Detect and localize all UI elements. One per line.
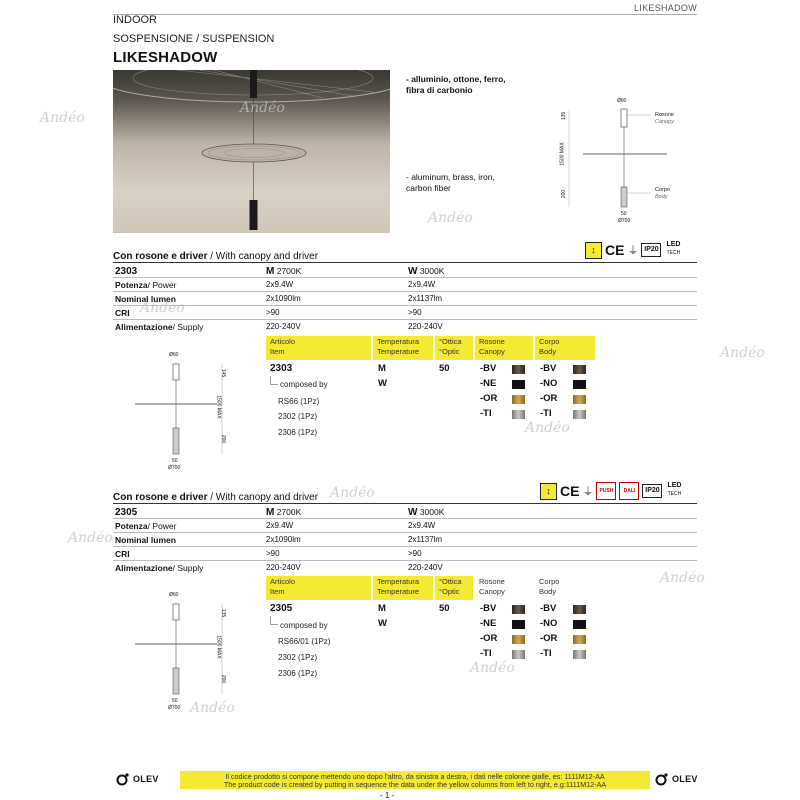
section-divider <box>113 262 697 263</box>
ce-icon: CE <box>605 242 625 258</box>
led-tech-icon: LED TECH <box>667 482 682 497</box>
canopy-code: -TI <box>480 648 492 659</box>
top-divider <box>113 14 697 15</box>
finish-swatch-bv <box>573 365 586 374</box>
section-divider <box>113 503 697 504</box>
olev-logo-left: OLEV <box>116 772 159 786</box>
spec-row-power: Potenza/ Power 2x9.4W 2x9.4W <box>113 519 697 533</box>
finish-swatch-bv <box>512 365 525 374</box>
watermark: Andéo <box>660 570 705 586</box>
body-code: -TI <box>540 648 552 659</box>
spec-row-model: 2305 M 2700K W 3000K <box>113 505 697 519</box>
watermark: Andéo <box>428 210 473 226</box>
footer-note-it: Il codice prodotto si compone mettendo uno dopo l'altro, da sinistra a destra, i dati nelle colonne gialle, es: 1111M12-AA <box>225 772 605 781</box>
technical-drawing-1 <box>125 348 235 473</box>
dim-width: 50 <box>621 211 627 217</box>
ground-icon: ⏚ <box>582 486 594 498</box>
spec-row-supply: Alimentazione/ Supply 220-240V 220-240V <box>115 563 443 573</box>
finish-swatch-ne <box>512 620 525 629</box>
materials-it: - alluminio, ottone, ferro, fibra di carbonio <box>406 74 506 95</box>
led-tech-icon: LED TECH <box>666 241 681 256</box>
body-code: -BV <box>540 363 557 374</box>
header-temperature: Temperatura Temperature <box>373 336 433 360</box>
header-body: Corpo Body <box>539 577 560 596</box>
materials-en: - aluminum, brass, iron, carbon fiber <box>406 172 495 193</box>
section-title: Con rosone e driver / With canopy and driver <box>113 492 319 503</box>
watermark: Andéo <box>720 345 765 361</box>
ce-icon: CE <box>560 483 580 499</box>
spec-row-power: Potenza/ Power 2x9.4W 2x9.4W <box>113 278 697 292</box>
header-body: Corpo Body <box>535 336 595 360</box>
body-code: -NO <box>540 378 558 389</box>
dim-bottom-diameter: Ø700 <box>618 218 631 224</box>
composed-by-label: composed by <box>280 621 328 630</box>
finish-swatch-ti <box>573 410 586 419</box>
dim-h3: 200 <box>220 434 227 444</box>
dim-h2: 1500 MAX <box>559 142 566 166</box>
certification-icons <box>540 480 683 502</box>
part-item: 2306 (1Pz) <box>278 428 318 437</box>
temp-code-w: W <box>378 378 387 389</box>
footer-note-en: The product code is created by putting in sequence the data under the yellow columns from left to right, e.g:1111M12-AA <box>223 780 607 789</box>
spec-row-supply: Alimentazione/ Supply 220-240V 220-240V <box>115 322 443 332</box>
watermark: Andéo <box>68 530 113 546</box>
dim-h1: 145 <box>220 368 227 378</box>
dim-h3: 200 <box>561 189 568 199</box>
spec-row-lumen: Nominal lumen 2x1090lm 2x1137lm <box>113 292 697 306</box>
watermark: Andéo <box>40 110 85 126</box>
height-adjust-icon: ↕ <box>540 483 557 500</box>
dim-top-diameter: Ø60 <box>617 98 627 104</box>
watermark: Andéo <box>525 420 570 436</box>
height-adjust-icon: ↕ <box>585 242 602 259</box>
finish-swatch-bv <box>512 605 525 614</box>
page-number: - 1 - <box>380 791 395 800</box>
finish-swatch-or <box>573 635 586 644</box>
dim-h1: 135 <box>220 608 227 618</box>
dali-icon: DALI <box>619 482 639 500</box>
canopy-code: -NE <box>480 378 497 389</box>
tree-connector <box>270 616 278 625</box>
canopy-code: -NE <box>480 618 497 629</box>
composed-by-label: composed by <box>280 380 328 389</box>
header-optic: °Ottica °Optic <box>435 576 473 600</box>
dim-h2: 1500 MAX <box>215 395 222 419</box>
temp-code-w: W <box>378 618 387 629</box>
finish-swatch-ti <box>512 410 525 419</box>
technical-drawing-top <box>555 95 695 230</box>
ground-icon: ⏚ <box>627 245 639 257</box>
finish-swatch-no <box>573 380 586 389</box>
temp-code-m: M <box>378 603 386 614</box>
dim-width: 50 <box>172 458 178 464</box>
body-code: -NO <box>540 618 558 629</box>
watermark: Andéo <box>240 100 285 116</box>
dim-bottom-diameter: Ø700 <box>168 705 181 711</box>
certification-icons <box>585 240 682 260</box>
canopy-code: -OR <box>480 393 498 404</box>
spec-row-cri: CRI >90 >90 <box>113 306 697 320</box>
dim-h2: 1500 MAX <box>215 635 222 659</box>
type-label: SOSPENSIONE / SUSPENSION <box>113 33 275 45</box>
header-optic: °Ottica °Optic <box>435 336 473 360</box>
body-code: -OR <box>540 633 558 644</box>
header-item: Articolo Item <box>266 336 371 360</box>
ip20-icon: IP20 <box>641 243 661 257</box>
finish-swatch-bv <box>573 605 586 614</box>
spec-row-cri: CRI >90 >90 <box>113 547 697 561</box>
canopy-code: -TI <box>480 408 492 419</box>
canopy-code: -OR <box>480 633 498 644</box>
dim-h1: 135 <box>561 111 568 121</box>
part-item: RS66 (1Pz) <box>278 397 320 406</box>
dim-bottom-diameter: Ø700 <box>168 465 181 471</box>
push-icon: PUSH <box>596 482 616 500</box>
olev-mark-icon <box>116 772 130 786</box>
watermark: Andéo <box>330 485 375 501</box>
dim-top-diameter: Ø60 <box>169 352 179 358</box>
finish-swatch-or <box>512 395 525 404</box>
finish-swatch-ti <box>573 650 586 659</box>
tree-connector <box>270 376 278 385</box>
optic-code: 50 <box>439 363 450 374</box>
header-item: Articolo Item <box>266 576 371 600</box>
watermark: Andéo <box>470 660 515 676</box>
finish-swatch-or <box>512 635 525 644</box>
brand-name: LIKESHADOW <box>633 3 697 13</box>
ip20-icon: IP20 <box>642 484 662 498</box>
part-item: RS66/01 (1Pz) <box>278 637 331 646</box>
item-code: 2305 <box>270 603 293 614</box>
watermark: Andéo <box>190 700 235 716</box>
section-title: Con rosone e driver / With canopy and driver <box>113 251 319 262</box>
product-title: LIKESHADOW <box>113 49 218 66</box>
finish-swatch-or <box>573 395 586 404</box>
optic-code: 50 <box>439 603 450 614</box>
watermark: Andéo <box>140 300 185 316</box>
canopy-code: -BV <box>480 363 497 374</box>
spec-row-model: 2303 M 2700K W 3000K <box>113 264 697 278</box>
body-code: -OR <box>540 393 558 404</box>
label-corpo: Corpo <box>655 187 670 193</box>
item-code: 2303 <box>270 363 293 374</box>
header-temperature: Temperatura Temperature <box>373 576 433 600</box>
body-code: -BV <box>540 603 557 614</box>
label-rosone: Rosone <box>655 112 674 118</box>
finish-swatch-no <box>573 620 586 629</box>
olev-mark-icon <box>655 772 669 786</box>
dim-h3: 200 <box>220 674 227 684</box>
spec-row-lumen: Nominal lumen 2x1090lm 2x1137lm <box>113 533 697 547</box>
finish-swatch-ti <box>512 650 525 659</box>
dim-width: 50 <box>172 698 178 704</box>
header-canopy: Rosone Canopy <box>475 336 533 360</box>
header-canopy: Rosone Canopy <box>479 577 505 596</box>
finish-swatch-ne <box>512 380 525 389</box>
part-item: 2306 (1Pz) <box>278 669 318 678</box>
canopy-code: -BV <box>480 603 497 614</box>
temp-code-m: M <box>378 363 386 374</box>
body-code: -TI <box>540 408 552 419</box>
technical-drawing-2 <box>125 588 235 713</box>
part-item: 2302 (1Pz) <box>278 412 318 421</box>
part-item: 2302 (1Pz) <box>278 653 318 662</box>
label-body: Body <box>655 194 668 200</box>
olev-logo-right: OLEV <box>655 772 698 786</box>
dim-top-diameter: Ø60 <box>169 592 179 598</box>
category-label: INDOOR <box>113 14 157 26</box>
product-photo <box>113 70 390 233</box>
label-canopy: Canopy <box>655 119 674 125</box>
